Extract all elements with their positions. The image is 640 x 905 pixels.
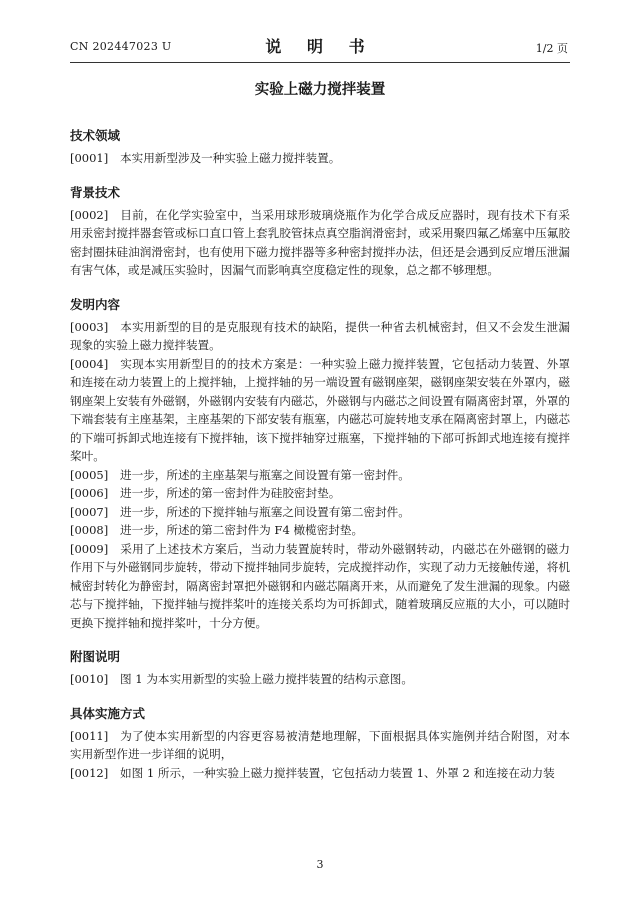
paragraph xyxy=(70,727,570,764)
paragraph xyxy=(70,149,570,168)
section-invention xyxy=(70,296,570,633)
document-body xyxy=(70,78,570,798)
header-divider xyxy=(70,62,570,63)
paragraph-text: 目前，在化学实验室中，当采用球形玻璃烧瓶作为化学合成反应器时，现有技术下有采用汞密封搅拌器套管或标口直口管上套乳胶管抹点真空脂润滑密封，或采用聚四氟乙烯塞中压氟胶密封圈抹硅油润滑密封，也有使用下磁力搅拌器等多种密封搅拌办法，但还是会遇到反应增压泄漏有害气体，或是减压实验时，因漏气而影响真空度稳定性的现象，总之都不够理想。 xyxy=(70,207,570,277)
section-drawings xyxy=(70,648,570,689)
paragraph-number: [0009] xyxy=(70,541,109,556)
paragraph-text: 为了使本实用新型的内容更容易被清楚地理解，下面根据具体实施例并结合附图，对本实用新型作进一步详细的说明， xyxy=(70,728,570,761)
paragraph-number: [0001] xyxy=(70,151,109,165)
paragraph xyxy=(70,466,570,485)
page-info: 1/2 页 xyxy=(535,42,568,55)
section-heading: 技术领域 xyxy=(70,128,121,143)
paragraph-number: [0003] xyxy=(70,319,109,334)
paragraph-text: 采用了上述技术方案后，当动力装置旋转时，带动外磁钢转动，内磁芯在外磁钢的磁力作用下与外磁钢同步旋转，带动下搅拌轴同步旋转，完成搅拌动作，实现了动力无接触传递，将机械密封转化为静密封，隔离密封罩把外磁钢和内磁芯隔离开来，从而避免了发生泄漏的现象。内磁芯与下搅拌轴，下搅拌轴与搅拌桨叶的连接关系均为可拆卸式，随着玻璃反应瓶的大小，可以随时更换下搅拌轴和搅拌桨叶，十分方便。 xyxy=(70,541,570,630)
paragraph-text: 本实用新型的目的是克服现有技术的缺陷，提供一种省去机械密封，但又不会发生泄漏现象的实验上磁力搅拌装置。 xyxy=(70,319,570,352)
paragraph-number: [0002] xyxy=(70,207,109,222)
paragraph xyxy=(70,484,570,503)
paragraph xyxy=(70,355,570,466)
section-heading: 发明内容 xyxy=(70,296,121,312)
publication-number: CN 202447023 U xyxy=(70,40,172,53)
document-type: 说 明 书 xyxy=(265,37,375,56)
section-background xyxy=(70,184,570,280)
page-number: 3 xyxy=(316,858,324,871)
paragraph-number: [0006] xyxy=(70,486,109,500)
section-embodiment xyxy=(70,705,570,783)
paragraph-number: [0007] xyxy=(70,504,109,519)
paragraph xyxy=(70,503,570,522)
paragraph-number: [0012] xyxy=(70,765,109,780)
section-tech-field xyxy=(70,127,570,168)
paragraph xyxy=(70,206,570,280)
paragraph-text: 进一步，所述的下搅拌轴与瓶塞之间设置有第二密封件。 xyxy=(120,504,410,519)
paragraph-text: 实现本实用新型目的的技术方案是：一种实验上磁力搅拌装置，它包括动力装置、外罩和连接在动力装置上的上搅拌轴，上搅拌轴的另一端设置有磁钢座架，磁钢座架安装在外罩内，磁钢座架上安装有外磁钢，外磁钢内安装有内磁芯，外磁钢与内磁芯之间设置有隔离密封罩，外罩的下端套装有主座基架，主座基架的下部安装有瓶塞，内磁芯可旋转地支承在隔离密封罩上，内磁芯的下端可拆卸式地连接有下搅拌轴，该下搅拌轴穿过瓶塞，下搅拌轴的下部可拆卸式地连接有搅拌桨叶。 xyxy=(70,356,570,463)
section-heading: 背景技术 xyxy=(70,184,121,200)
paragraph xyxy=(70,318,570,355)
paragraph xyxy=(70,521,570,540)
document-title: 实验上磁力搅拌装置 xyxy=(254,82,386,98)
paragraph xyxy=(70,670,570,689)
paragraph-text: 本实用新型涉及一种实验上磁力搅拌装置。 xyxy=(120,151,341,165)
paragraph-text: 进一步，所述的主座基架与瓶塞之间设置有第一密封件。 xyxy=(120,467,410,482)
section-heading: 附图说明 xyxy=(70,649,121,664)
paragraph-number: [0008] xyxy=(70,523,109,537)
paragraph-text: 进一步，所述的第一密封件为硅胶密封垫。 xyxy=(120,486,341,500)
paragraph xyxy=(70,540,570,633)
paragraph-text: 图 1 为本实用新型的实验上磁力搅拌装置的结构示意图。 xyxy=(120,672,413,686)
paragraph-number: [0005] xyxy=(70,467,109,482)
paragraph xyxy=(70,764,570,783)
section-heading: 具体实施方式 xyxy=(70,705,146,721)
paragraph-text: 进一步，所述的第二密封件为 F4 橄榄密封垫。 xyxy=(120,523,364,537)
paragraph-number: [0011] xyxy=(70,728,109,743)
paragraph-text: 如图 1 所示，一种实验上磁力搅拌装置，它包括动力装置 1、外罩 2 和连接在动力装 xyxy=(120,765,555,780)
paragraph-number: [0010] xyxy=(70,672,109,686)
paragraph-number: [0004] xyxy=(70,356,109,371)
